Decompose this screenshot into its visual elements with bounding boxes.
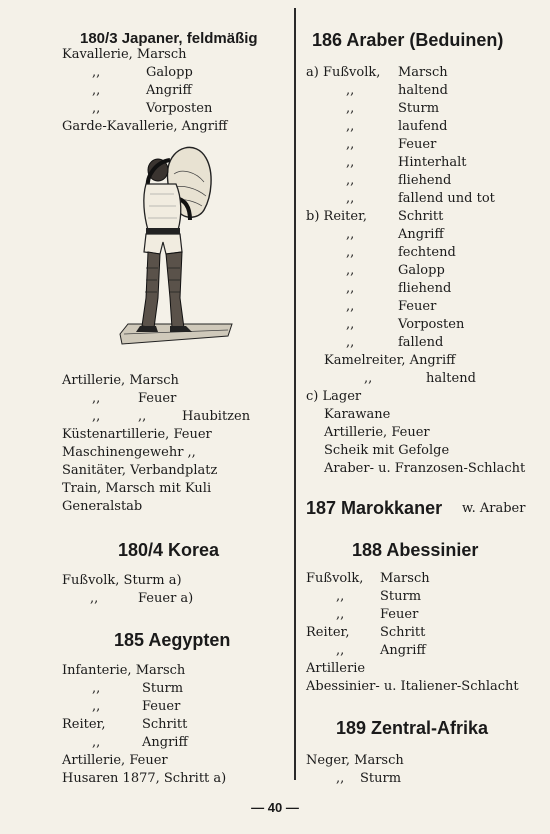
- ditto-mark: ,,: [92, 391, 101, 406]
- ditto-mark: ,,: [92, 65, 101, 80]
- entry-angriff: Angriff: [146, 83, 192, 98]
- entry-husaren: Husaren 1877, Schritt a): [62, 771, 227, 786]
- entry-a-fussvolk: a) Fußvolk,: [306, 65, 381, 80]
- ditto-mark: ,,: [346, 155, 355, 170]
- entry-artillerie-feuer: Artillerie, Feuer: [62, 753, 168, 768]
- entry-galopp: Galopp: [398, 263, 445, 278]
- entry-sturm: Sturm: [142, 681, 184, 696]
- ditto-mark: ,,: [346, 299, 355, 314]
- ditto-mark: ,,: [346, 335, 355, 350]
- entry-karawane: Karawane: [324, 407, 391, 422]
- heading-japaner: 180/3 Japaner, feldmäßig: [80, 30, 258, 47]
- ditto-mark: ,,: [92, 409, 101, 424]
- entry-angriff: Angriff: [142, 735, 188, 750]
- heading-aegypten: 185 Aegypten: [114, 630, 231, 650]
- soldier-carrying-sack-illustration: [116, 138, 234, 346]
- entry-reiter: Reiter,: [306, 625, 350, 640]
- entry-fallend-und-tot: fallend und tot: [398, 191, 495, 206]
- ditto-mark: ,,: [346, 227, 355, 242]
- heading-zentral-afrika: 189 Zentral-Afrika: [336, 718, 489, 738]
- entry-angriff: Angriff: [398, 227, 444, 242]
- heading-abessinier: 188 Abessinier: [352, 540, 479, 560]
- entry-fussvolk-sturm: Fußvolk, Sturm a): [62, 573, 182, 588]
- entry-fliehend: fliehend: [398, 281, 452, 296]
- entry-fechtend: fechtend: [398, 245, 456, 260]
- ditto-mark: ,,: [346, 119, 355, 134]
- entry-araber-franzosen-schlacht: Araber- u. Franzosen-Schlacht: [324, 461, 526, 476]
- ditto-mark: ,,: [346, 101, 355, 116]
- entry-generalstab: Generalstab: [62, 499, 143, 514]
- ditto-mark: ,,: [346, 281, 355, 296]
- heading-marokkaner: 187 Marokkaner: [306, 498, 443, 518]
- ditto-mark: ,,: [336, 771, 345, 786]
- entry-reiter-label: Reiter,: [62, 717, 106, 732]
- entry-neger-marsch: Neger, Marsch: [306, 753, 404, 768]
- heading-korea: 180/4 Korea: [118, 540, 220, 560]
- ditto-mark: ,,: [92, 735, 101, 750]
- ditto-mark: ,,: [346, 83, 355, 98]
- ditto-mark: ,,: [346, 317, 355, 332]
- heading-marokkaner-suffix: w. Araber: [462, 501, 526, 516]
- ditto-mark: ,,: [336, 643, 345, 658]
- ditto-mark: ,,: [92, 699, 101, 714]
- entry-galopp: Galopp: [146, 65, 193, 80]
- column-divider: [294, 8, 296, 780]
- entry-feuer: Feuer: [398, 137, 437, 152]
- entry-artillerie: Artillerie, Marsch: [62, 373, 179, 388]
- entry-fussvolk: Fußvolk,: [306, 571, 364, 586]
- entry-train: Train, Marsch mit Kuli: [62, 481, 212, 496]
- ditto-mark: ,,: [336, 607, 345, 622]
- entry-fallend: fallend: [398, 335, 444, 350]
- ditto-mark: ,,: [346, 137, 355, 152]
- entry-schritt: Schritt: [398, 209, 444, 224]
- entry-sturm: Sturm: [398, 101, 440, 116]
- ditto-mark: ,,: [336, 589, 345, 604]
- entry-haltend: haltend: [426, 371, 476, 386]
- ditto-mark: ,,: [92, 101, 101, 116]
- entry-marsch: Marsch: [380, 571, 430, 586]
- entry-haubitzen: Haubitzen: [182, 409, 251, 424]
- entry-vorposten: Vorposten: [146, 101, 213, 116]
- entry-feuer: Feuer: [138, 391, 177, 406]
- entry-feuer: Feuer: [380, 607, 419, 622]
- entry-garde-kavallerie: Garde-Kavallerie, Angriff: [62, 119, 228, 134]
- ditto-mark: ,,: [346, 263, 355, 278]
- entry-sanitaeter: Sanitäter, Verbandplatz: [62, 463, 218, 478]
- ditto-mark: ,,: [346, 191, 355, 206]
- entry-kamelreiter: Kamelreiter, Angriff: [324, 353, 456, 368]
- entry-sturm: Sturm: [360, 771, 402, 786]
- entry-feuer: Feuer: [142, 699, 181, 714]
- entry-laufend: laufend: [398, 119, 448, 134]
- ditto-mark: ,,: [92, 83, 101, 98]
- entry-feuer: Feuer: [398, 299, 437, 314]
- ditto-mark: ,,: [90, 591, 99, 606]
- entry-artillerie-feuer: Artillerie, Feuer: [324, 425, 430, 440]
- entry-vorposten: Vorposten: [398, 317, 465, 332]
- entry-sturm: Sturm: [380, 589, 422, 604]
- entry-haltend: haltend: [398, 83, 448, 98]
- entry-c-lager: c) Lager: [306, 389, 362, 404]
- heading-araber: 186 Araber (Beduinen): [312, 30, 504, 50]
- ditto-mark: ,,: [364, 371, 373, 386]
- entry-fliehend: fliehend: [398, 173, 452, 188]
- ditto-mark: ,,: [346, 245, 355, 260]
- ditto-mark: ,,: [138, 409, 147, 424]
- entry-schritt: Schritt: [142, 717, 188, 732]
- ditto-mark: ,,: [346, 173, 355, 188]
- page-number: — 40 —: [251, 800, 299, 815]
- entry-angriff: Angriff: [380, 643, 426, 658]
- entry-artillerie: Artillerie: [306, 661, 366, 676]
- entry-b-reiter: b) Reiter,: [306, 209, 368, 224]
- entry-feuer-a: Feuer a): [138, 591, 194, 606]
- ditto-mark: ,,: [92, 681, 101, 696]
- entry-hinterhalt: Hinterhalt: [398, 155, 467, 170]
- entry-abessinier-italiener-schlacht: Abessinier- u. Italiener-Schlacht: [306, 679, 519, 694]
- entry-maschinengewehr: Maschinengewehr ,,: [62, 445, 196, 460]
- entry-infanterie: Infanterie, Marsch: [62, 663, 186, 678]
- entry-scheik: Scheik mit Gefolge: [324, 443, 450, 458]
- entry-schritt: Schritt: [380, 625, 426, 640]
- entry-kuestenartillerie: Küstenartillerie, Feuer: [62, 427, 212, 442]
- entry-marsch: Marsch: [398, 65, 448, 80]
- entry-kavallerie: Kavallerie, Marsch: [62, 47, 187, 62]
